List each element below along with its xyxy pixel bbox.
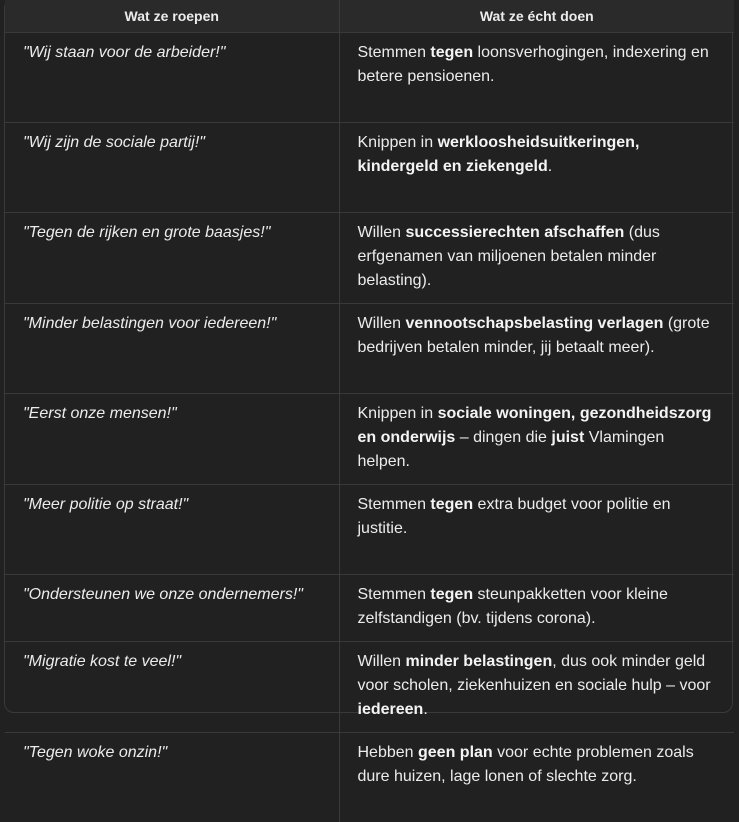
reality-cell <box>339 304 734 394</box>
emphasis-text: geen plan <box>418 744 493 761</box>
emphasis-text: vennootschapsbelasting verlagen <box>406 315 664 332</box>
table-header <box>5 0 734 33</box>
body-text: . <box>423 701 427 718</box>
body-text: (dus erfgenamen van miljoenen betalen minder belasting). <box>358 224 660 289</box>
body-text: Stemmen <box>358 496 431 513</box>
body-text: Willen <box>358 315 406 332</box>
reality-cell <box>339 33 734 123</box>
claim-cell: "Minder belastingen voor iedereen!" <box>5 304 339 394</box>
header-actions: Wat ze écht doen <box>339 0 734 33</box>
table-row <box>5 123 734 213</box>
emphasis-text: juist <box>551 429 584 446</box>
header-row <box>5 0 734 33</box>
body-text: Knippen in <box>358 405 438 422</box>
table-row <box>5 575 734 642</box>
reality-cell <box>339 123 734 213</box>
claim-cell: "Migratie kost te veel!" <box>5 642 339 733</box>
body-text: extra budget voor politie en justitie. <box>358 496 671 537</box>
emphasis-text: tegen <box>430 586 473 603</box>
emphasis-text: successierechten afschaffen <box>406 224 625 241</box>
emphasis-text: werkloosheidsuitkeringen, kindergeld en ziekengeld <box>358 134 640 175</box>
claim-cell: "Tegen woke onzin!" <box>5 733 339 822</box>
body-text: . <box>548 158 552 175</box>
emphasis-text: sociale woningen, gezondheidszorg en onderwijs <box>358 405 712 446</box>
body-text: Stemmen <box>358 44 431 61</box>
body-text: voor echte problemen zoals dure huizen, lage lonen of slechte zorg. <box>358 744 694 785</box>
claim-cell: "Ondersteunen we onze ondernemers!" <box>5 575 339 642</box>
body-text: Willen <box>358 653 406 670</box>
claim-cell: "Meer politie op straat!" <box>5 485 339 575</box>
table-row <box>5 733 734 822</box>
claim-cell: "Wij zijn de sociale partij!" <box>5 123 339 213</box>
table-row <box>5 485 734 575</box>
table-row <box>5 213 734 304</box>
emphasis-text: minder belastingen <box>406 653 553 670</box>
reality-cell <box>339 394 734 485</box>
comparison-table <box>5 0 734 822</box>
claim-cell: "Wij staan voor de arbeider!" <box>5 33 339 123</box>
body-text: Knippen in <box>358 134 438 151</box>
table-row <box>5 642 734 733</box>
emphasis-text: tegen <box>430 44 473 61</box>
claim-cell: "Tegen de rijken en grote baasjes!" <box>5 213 339 304</box>
reality-cell <box>339 733 734 822</box>
body-text: (grote bedrijven betalen minder, jij betaalt meer). <box>358 315 710 356</box>
comparison-table-container <box>4 0 733 713</box>
reality-cell <box>339 642 734 733</box>
table-row <box>5 33 734 123</box>
claim-cell: "Eerst onze mensen!" <box>5 394 339 485</box>
body-text: , dus ook minder geld voor scholen, ziekenhuizen en sociale hulp – voor <box>358 653 711 694</box>
emphasis-text: tegen <box>430 496 473 513</box>
table-row <box>5 304 734 394</box>
body-text: loonsverhogingen, indexering en betere pensioenen. <box>358 44 709 85</box>
table-row <box>5 394 734 485</box>
body-text: Willen <box>358 224 406 241</box>
body-text: Vlamingen helpen. <box>358 429 665 470</box>
body-text: steunpakketten voor kleine zelfstandigen (bv. tijdens corona). <box>358 586 668 627</box>
header-claims: Wat ze roepen <box>5 0 339 33</box>
reality-cell <box>339 575 734 642</box>
emphasis-text: iedereen <box>358 701 424 718</box>
reality-cell <box>339 213 734 304</box>
body-text: Stemmen <box>358 586 431 603</box>
body-text: Hebben <box>358 744 419 761</box>
table-body <box>5 33 734 822</box>
body-text: – dingen die <box>455 429 551 446</box>
reality-cell <box>339 485 734 575</box>
